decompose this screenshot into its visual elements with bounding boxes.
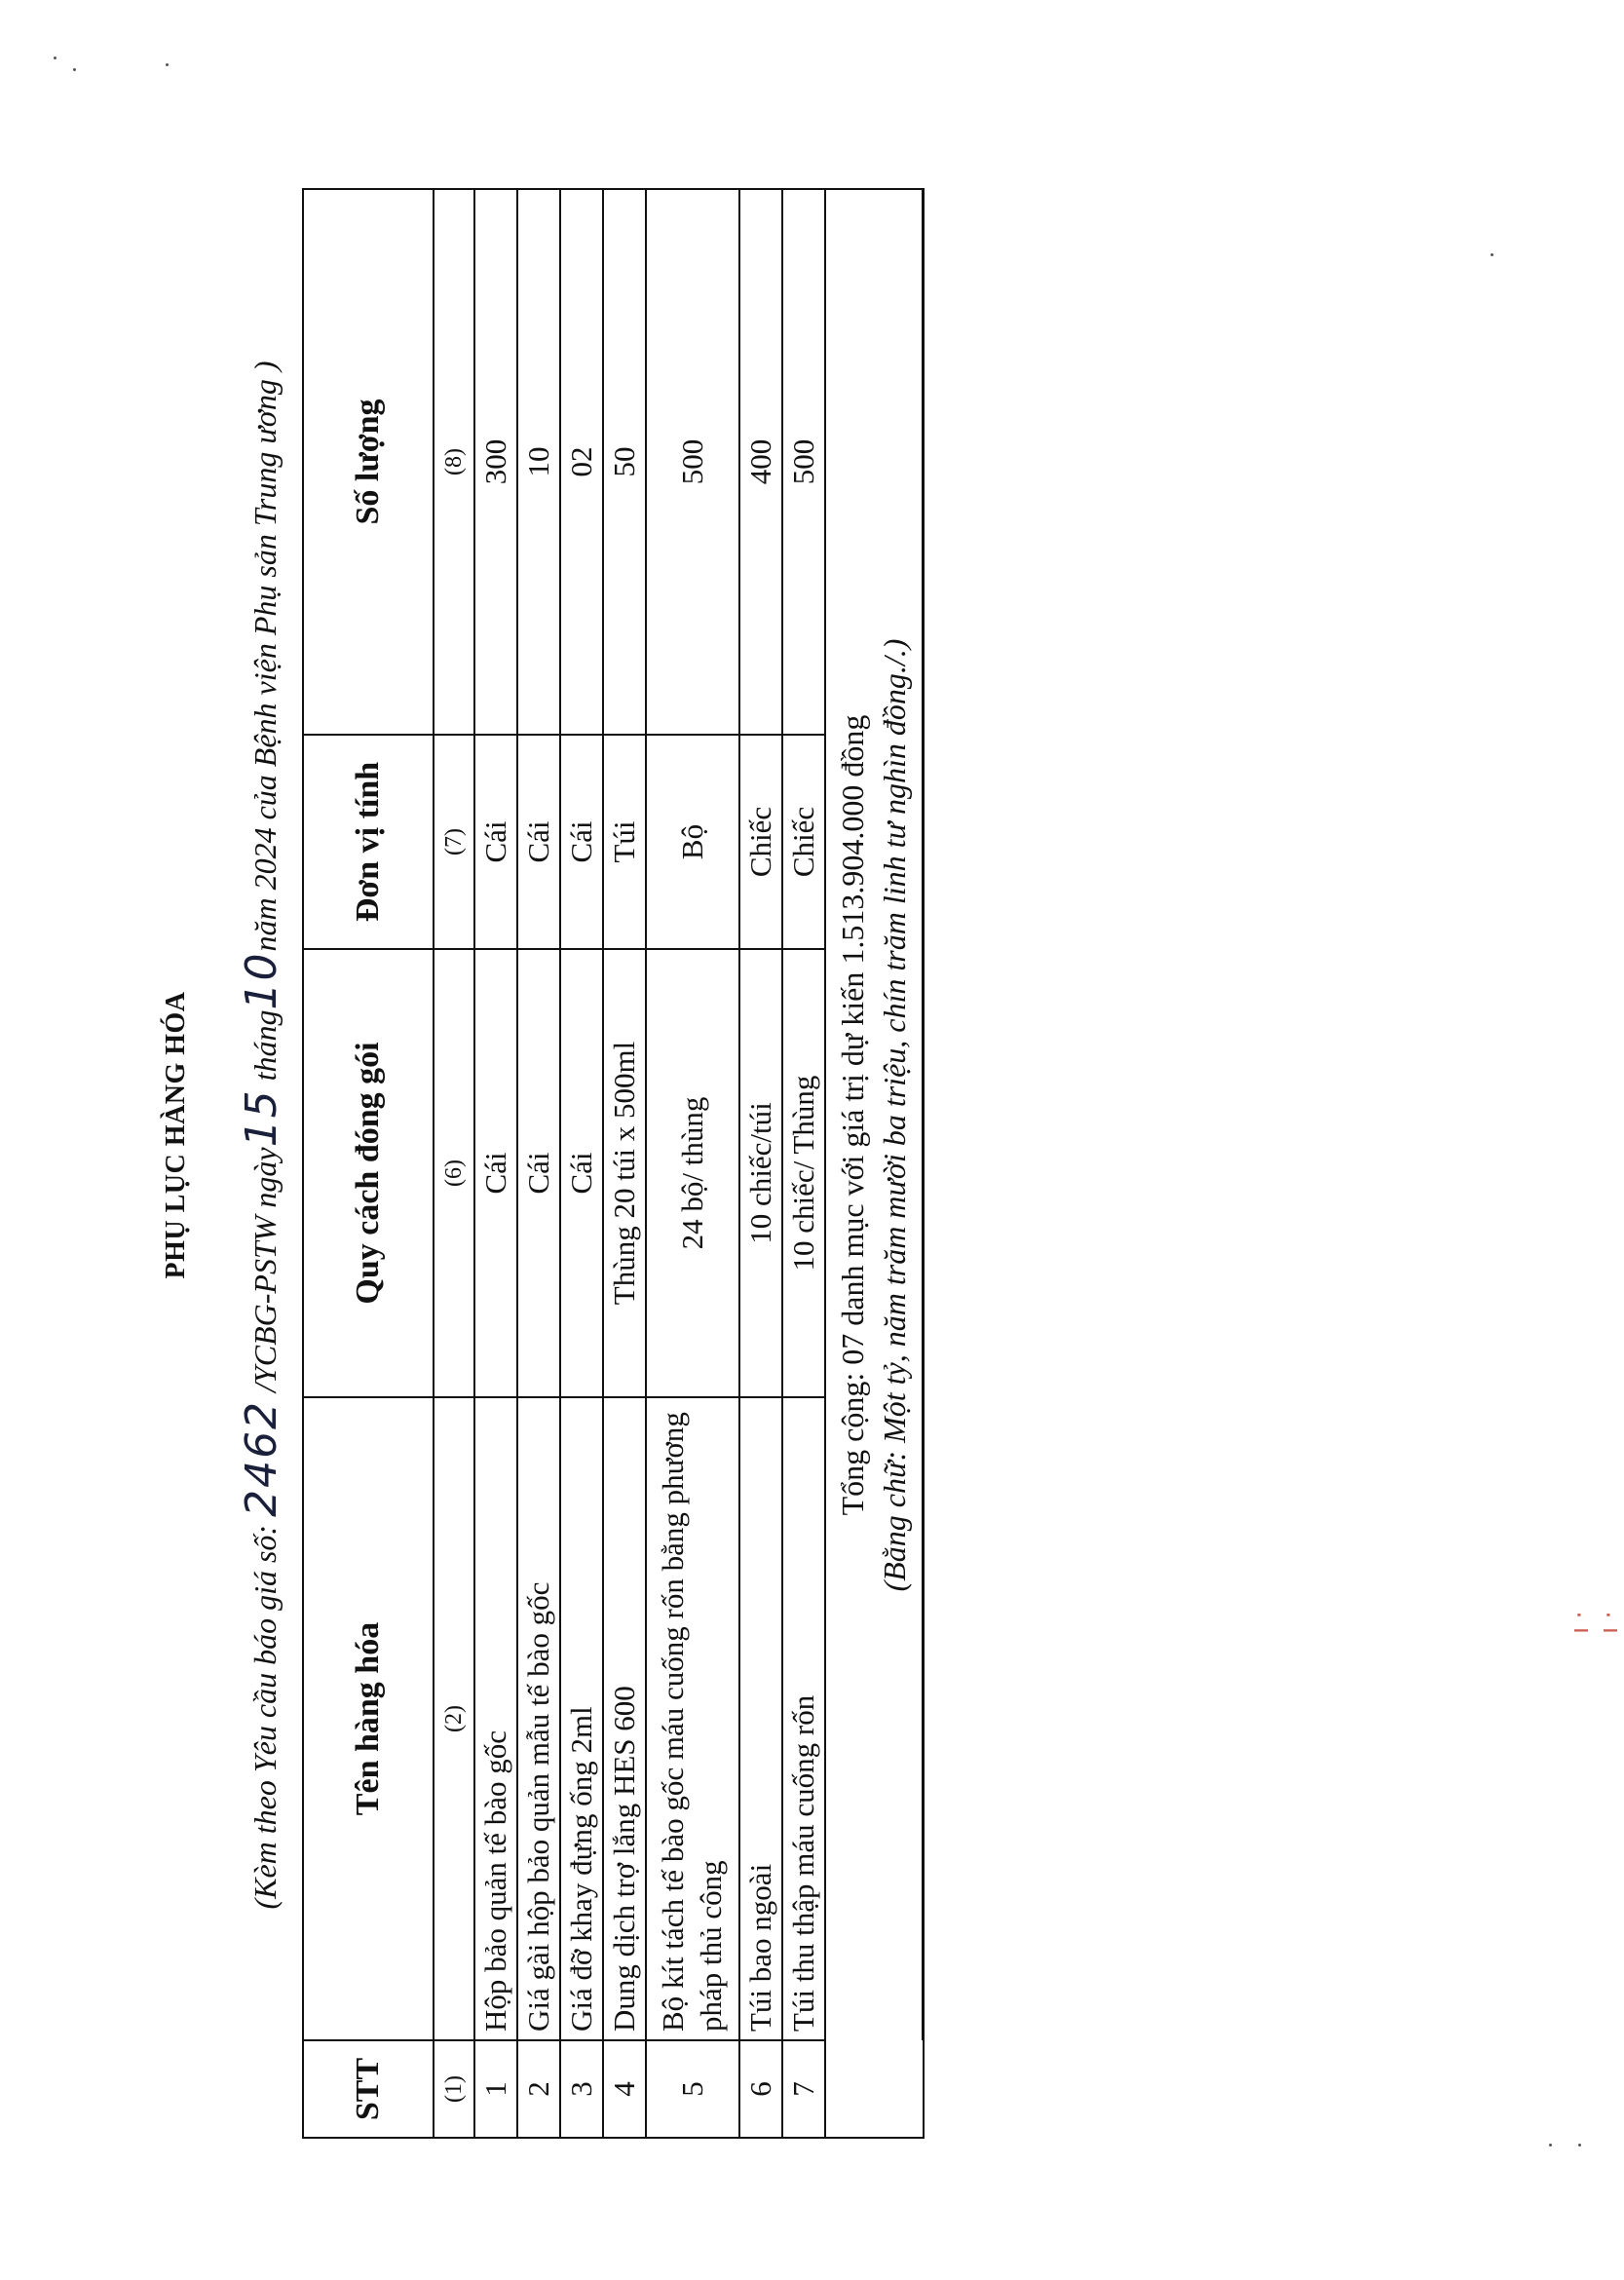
subtitle-suffix: năm 2024 của Bệnh viện Phụ sản Trung ương ) [247, 361, 283, 952]
handwritten-day: 15 [237, 1088, 286, 1148]
table-row [517, 189, 560, 2138]
row-stt: 6 [739, 2040, 782, 2138]
table-row [782, 189, 825, 2138]
scan-speck [166, 63, 169, 66]
header-stt: STT [303, 2040, 434, 2138]
column-index-row [434, 189, 474, 2138]
header-unit: Đơn vị tính [303, 735, 434, 949]
table-row [560, 189, 603, 2138]
row-quantity: 400 [739, 189, 782, 735]
row-packaging: Cái [474, 949, 517, 1397]
row-packaging: Thùng 20 túi x 500ml [603, 949, 646, 1397]
row-unit: Cái [560, 735, 603, 949]
column-index: (7) [434, 735, 474, 949]
table-row [646, 189, 739, 2138]
column-index: (2) [434, 1397, 474, 2040]
handwritten-quote-number: 2462 [237, 1399, 286, 1517]
table-row [739, 189, 782, 2138]
column-index: (1) [434, 2040, 474, 2138]
row-unit: Túi [603, 735, 646, 949]
row-stt: 1 [474, 2040, 517, 2138]
scan-speck [1491, 253, 1493, 256]
red-stamp-mark: ı · ı · [1566, 1611, 1624, 1634]
row-quantity: 02 [560, 189, 603, 735]
goods-table [302, 188, 925, 2139]
subtitle-code: /YCBG-PSTW ngày [247, 1147, 283, 1400]
row-name: Giá gài hộp bảo quản mẫu tế bào gốc [517, 1397, 560, 2040]
header-quantity: Số lượng [303, 189, 434, 735]
table-row [474, 189, 517, 2138]
header-packaging: Quy cách đóng gói [303, 949, 434, 1397]
row-stt: 5 [646, 2040, 739, 2138]
row-name: Túi bao ngoài [739, 1397, 782, 2040]
column-index: (6) [434, 949, 474, 1397]
row-packaging: 10 chiếc/túi [739, 949, 782, 1397]
row-quantity: 300 [474, 189, 517, 735]
subtitle-prefix: (Kèm theo Yêu cầu báo giá số: [247, 1516, 283, 1910]
row-unit: Cái [517, 735, 560, 949]
row-unit: Cái [474, 735, 517, 949]
table-footer [825, 189, 924, 2040]
scan-speck [1578, 2144, 1581, 2147]
scan-speck [73, 68, 76, 71]
subtitle-month-label: tháng [247, 1009, 283, 1089]
row-stt: 3 [560, 2040, 603, 2138]
total-text: Tổng cộng: 07 danh mục với giá trị dự kiến 1.513.904.000 đồng [835, 714, 870, 1516]
row-quantity: 50 [603, 189, 646, 735]
document-subtitle [237, 112, 286, 2158]
row-stt: 2 [517, 2040, 560, 2138]
row-unit: Chiếc [782, 735, 825, 949]
row-stt: 7 [782, 2040, 825, 2138]
row-quantity: 500 [646, 189, 739, 735]
row-unit: Bộ [646, 735, 739, 949]
row-name: Túi thu thập máu cuống rốn [782, 1397, 825, 2040]
row-quantity: 500 [782, 189, 825, 735]
row-packaging: 24 bộ/ thùng [646, 949, 739, 1397]
document-title: PHỤ LỤC HÀNG HÓA [161, 991, 191, 1279]
handwritten-month: 10 [237, 951, 286, 1010]
column-index: (8) [434, 189, 474, 735]
row-name: Giá đỡ khay đựng ống 2ml [560, 1397, 603, 2040]
header-name: Tên hàng hóa [303, 1397, 434, 2040]
row-packaging: 10 chiếc/ Thùng [782, 949, 825, 1397]
table-header-row [303, 189, 434, 2138]
row-name: Hộp bảo quản tế bào gốc [474, 1397, 517, 2040]
scan-speck [54, 57, 57, 59]
row-stt: 4 [603, 2040, 646, 2138]
total-in-words: (Bằng chữ: Một tỷ, năm trăm mười ba triệu, chín trăm linh tư nghìn đồng./.) [877, 638, 913, 1592]
row-name: Dung dịch trợ lắng HES 600 [603, 1397, 646, 2040]
row-packaging: Cái [517, 949, 560, 1397]
row-name: Bộ kít tách tế bào gốc máu cuống rốn bằng phương pháp thủ công [646, 1397, 739, 2040]
table-row [603, 189, 646, 2138]
document-sheet [161, 112, 1193, 2158]
row-quantity: 10 [517, 189, 560, 735]
scan-speck [1549, 2144, 1552, 2147]
row-packaging: Cái [560, 949, 603, 1397]
table-footer-row [825, 189, 924, 2138]
row-unit: Chiếc [739, 735, 782, 949]
